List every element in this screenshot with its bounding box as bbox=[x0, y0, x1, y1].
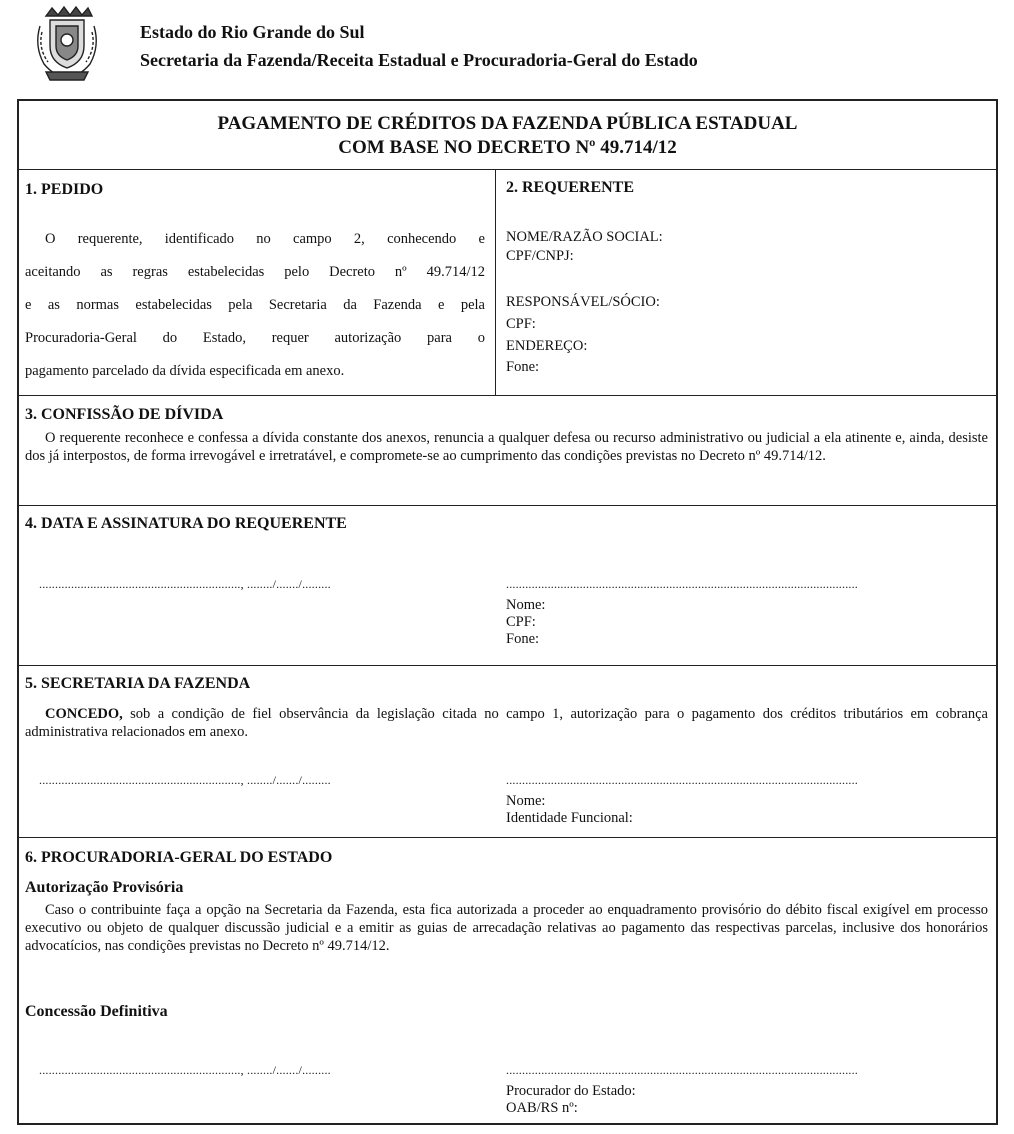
field-endereco[interactable]: ENDEREÇO: bbox=[506, 338, 588, 354]
field-nome[interactable]: Nome: bbox=[506, 793, 546, 809]
field-cpf-cnpj[interactable]: CPF/CNPJ: bbox=[506, 248, 574, 264]
field-cpf[interactable]: CPF: bbox=[506, 614, 536, 630]
signer-fields bbox=[506, 597, 545, 648]
field-oab-rs[interactable]: OAB/RS nº: bbox=[506, 1100, 578, 1116]
section6-subheading-definitiva: Concessão Definitiva bbox=[25, 1003, 168, 1020]
section6-heading: 6. PROCURADORIA-GERAL DO ESTADO bbox=[25, 849, 333, 866]
date-line[interactable]: ..............................................................., ......../......./......... bbox=[39, 577, 331, 591]
section3-text: O requerente reconhece e confessa a dívida constante dos anexos, renuncia a qualquer defesa ou recurso administrativo ou judicial a ela atinente e, ainda, desiste dos já interpostos, de forma irrevogável e irretratável, e compromete-se ao cumprimento das condições previstas no Decreto nº 49.714/12. bbox=[25, 430, 988, 464]
section1-line: pagamento parcelado da dívida especificada em anexo. bbox=[25, 363, 345, 379]
signature-line[interactable]: .............................................................................................................. bbox=[506, 773, 858, 787]
section4-heading: 4. DATA E ASSINATURA DO REQUERENTE bbox=[25, 515, 347, 532]
signature-line[interactable]: .............................................................................................................. bbox=[506, 1063, 858, 1077]
divider bbox=[19, 169, 996, 170]
section1-line: e as normas estabelecidas pela Secretaria da Fazenda e pela bbox=[25, 297, 485, 313]
divider bbox=[19, 665, 996, 666]
section6-text: Caso o contribuinte faça a opção na Secretaria da Fazenda, esta fica autorizada a proceder ao enquadramento provisório do débito fiscal exigível em processo executivo ou objeto de qualquer discussão judicial e a emitir as guias de arrecadação relativas ao pagamento das respectivas parcelas, inclusive dos honorários advocatícios, nas condições previstas no Decreto nº 49.714/12. bbox=[25, 902, 988, 954]
section1-line: Procuradoria-Geral do Estado, requer autorização para o bbox=[25, 330, 485, 346]
signer-fields bbox=[506, 793, 633, 827]
section6-subheading-provisoria: Autorização Provisória bbox=[25, 879, 184, 896]
column-divider bbox=[495, 169, 496, 395]
field-nome-razao-social[interactable]: NOME/RAZÃO SOCIAL: bbox=[506, 229, 663, 245]
section3-heading: 3. CONFISSÃO DE DÍVIDA bbox=[25, 406, 224, 423]
date-line[interactable]: ..............................................................., ......../......./......... bbox=[39, 773, 331, 787]
section5-body: sob a condição de fiel observância da legislação citada no campo 1, autorização para o pagamento dos créditos tributários em cobrança administrativa relacionados em anexo. bbox=[25, 706, 988, 740]
form-frame bbox=[17, 99, 998, 1125]
section2-heading: 2. REQUERENTE bbox=[506, 179, 635, 196]
state-name: Estado do Rio Grande do Sul bbox=[140, 22, 365, 42]
divider bbox=[19, 505, 996, 506]
signature-line[interactable]: .............................................................................................................. bbox=[506, 577, 858, 591]
form-title-line2: COM BASE NO DECRETO Nº 49.714/12 bbox=[338, 137, 677, 158]
section5-text bbox=[25, 705, 988, 741]
form-title-line1: PAGAMENTO DE CRÉDITOS DA FAZENDA PÚBLICA ESTADUAL bbox=[217, 113, 798, 134]
document-header bbox=[28, 6, 988, 86]
section1-line: aceitando as regras estabelecidas pelo Decreto nº 49.714/12 bbox=[25, 264, 485, 280]
department-name: Secretaria da Fazenda/Receita Estadual e Procuradoria-Geral do Estado bbox=[140, 50, 698, 70]
field-identidade-funcional[interactable]: Identidade Funcional: bbox=[506, 810, 633, 826]
state-coat-of-arms-icon bbox=[32, 6, 102, 84]
field-procurador[interactable]: Procurador do Estado: bbox=[506, 1083, 636, 1099]
divider bbox=[19, 395, 996, 396]
divider bbox=[19, 837, 996, 838]
field-cpf[interactable]: CPF: bbox=[506, 316, 536, 332]
section1-heading: 1. PEDIDO bbox=[25, 181, 104, 198]
date-line[interactable]: ..............................................................., ......../......./......... bbox=[39, 1063, 331, 1077]
field-fone[interactable]: Fone: bbox=[506, 359, 540, 375]
section1-line: O requerente, identificado no campo 2, conhecendo e bbox=[45, 231, 485, 247]
section5-heading: 5. SECRETARIA DA FAZENDA bbox=[25, 675, 251, 692]
signer-fields bbox=[506, 1083, 636, 1117]
field-nome[interactable]: Nome: bbox=[506, 597, 546, 613]
field-fone[interactable]: Fone: bbox=[506, 631, 540, 647]
concedo-label: CONCEDO, bbox=[45, 706, 123, 722]
field-responsavel-socio[interactable]: RESPONSÁVEL/SÓCIO: bbox=[506, 294, 660, 310]
